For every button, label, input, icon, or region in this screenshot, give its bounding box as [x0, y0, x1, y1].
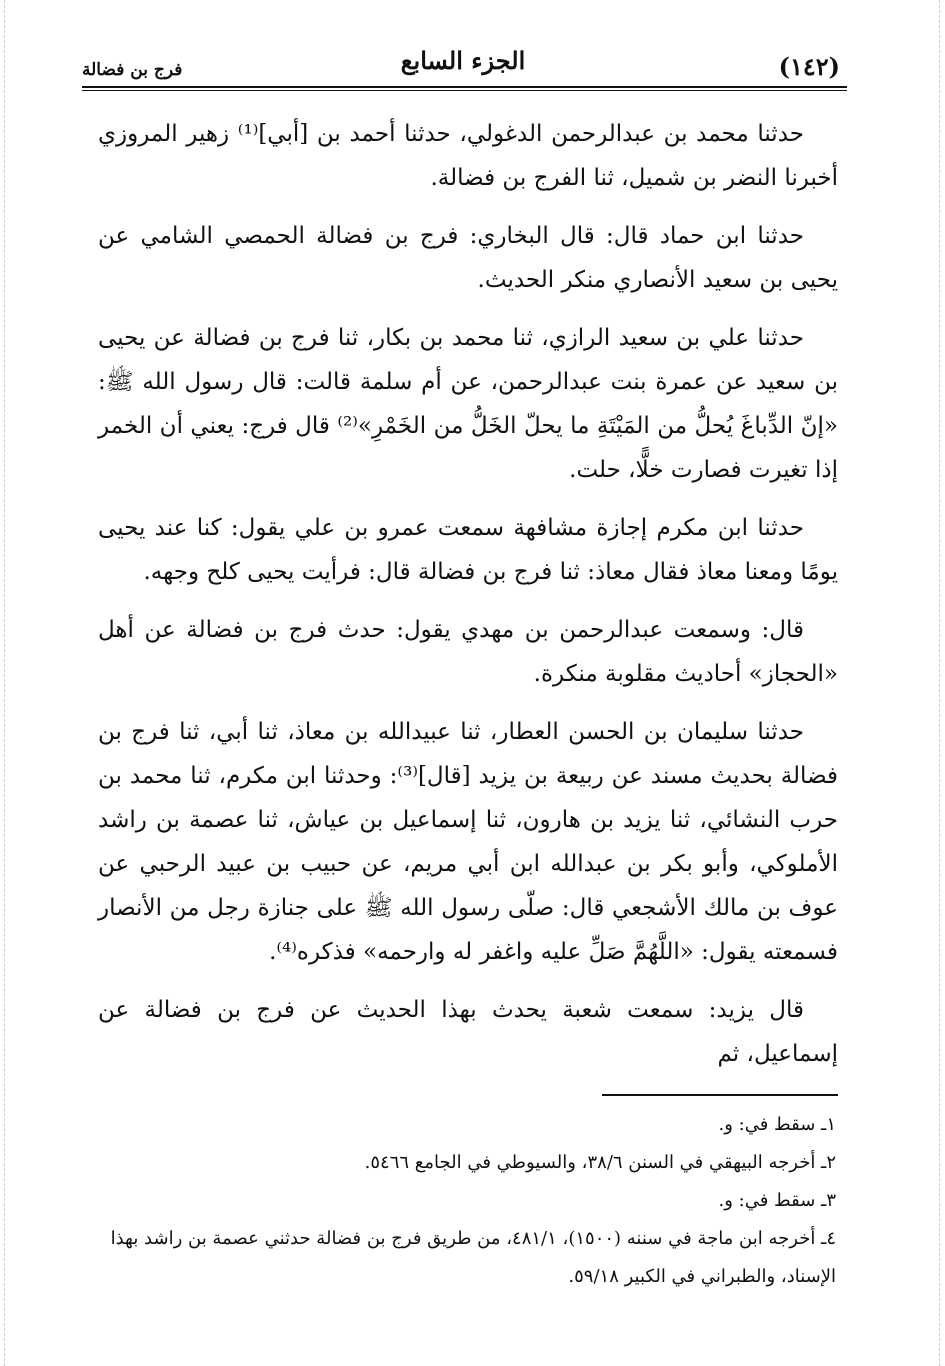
scan-edge-right	[939, 0, 941, 1366]
running-head: فرج بن فضالة	[82, 60, 183, 80]
paragraph: قال: وسمعت عبدالرحمن بن مهدي يقول: حدث فرج بن فضالة عن أهل «الحجاز» أحاديث مقلوبة منكرة.	[98, 617, 838, 687]
paragraph: حدثنا علي بن سعيد الرازي، ثنا محمد بن بكار، ثنا فرج بن فضالة عن يحيى بن سعيد عن عمرة بنت عبدالرحمن، عن أم سلمة قالت: قال رسول الله ﷺ: «إنّ الدِّباغَ يُحلُّ من المَيْتَةِ ما يحلّ الخَلُّ من الخَمْرِ»⁽²⁾ قال فرج: يعني أن الخمر إذا تغيرت فصارت خلًّا، حلت.	[98, 325, 838, 483]
paragraph: قال يزيد: سمعت شعبة يحدث بهذا الحديث عن فرج بن فضالة عن إسماعيل، ثم	[98, 997, 838, 1067]
footnote: ٤ـ أخرجه ابن ماجة في سننه (١٥٠٠)، ٤٨١/١، من طريق فرج بن فضالة حدثني عصمة بن راشد بهذا الإسناد، والطبراني في الكبير ٥٩/١٨.	[110, 1228, 836, 1287]
footnotes	[106, 1106, 836, 1296]
paragraph: حدثنا محمد بن عبدالرحمن الدغولي، حدثنا أحمد بن [أبي]⁽¹⁾ زهير المروزي أخبرنا النضر بن شميل، ثنا الفرج بن فضالة.	[98, 121, 838, 191]
page-header	[78, 42, 848, 86]
volume-title: الجزء السابع	[400, 46, 526, 75]
page-number: (١٤٢)	[778, 52, 840, 81]
header-rule	[82, 86, 847, 88]
paragraph: حدثنا ابن حماد قال: قال البخاري: فرج بن فضالة الحمصي الشامي عن يحيى بن سعيد الأنصاري منكر الحديث.	[98, 223, 838, 293]
paragraph: حدثنا ابن مكرم إجازة مشافهة سمعت عمرو بن علي يقول: كنا عند يحيى يومًا ومعنا معاذ فقال معاذ: ثنا فرج بن فضالة قال: فرأيت يحيى كلح وجهه.	[98, 515, 838, 585]
header-rule-thin	[82, 90, 847, 91]
footnote: ٢ـ أخرجه البيهقي في السنن ٣٨/٦، والسيوطي في الجامع ٥٤٦٦.	[364, 1152, 836, 1173]
scan-edge-left	[4, 0, 6, 1366]
footnote: ٣ـ سقط في: و.	[718, 1190, 836, 1211]
main-text	[98, 112, 838, 1076]
paragraph: حدثنا سليمان بن الحسن العطار، ثنا عبيدالله بن معاذ، ثنا أبي، ثنا فرج بن فضالة بحديث مسند عن ربيعة بن يزيد [قال]⁽³⁾: وحدثنا ابن مكرم، ثنا محمد بن حرب النشائي، ثنا يزيد بن هارون، ثنا إسماعيل بن عياش، ثنا عصمة بن راشد الأملوكي، وأبو بكر بن عبدالله ابن أبي مريم، عن حبيب بن عبيد الرحبي عن عوف بن مالك الأشجعي قال: صلّى رسول الله ﷺ على جنازة رجل من الأنصار فسمعته يقول: «اللَّهُمَّ صَلِّ عليه واغفر له وارحمه» فذكره⁽⁴⁾.	[98, 719, 839, 965]
footnote-rule	[602, 1094, 838, 1096]
footnote: ١ـ سقط في: و.	[718, 1114, 836, 1135]
